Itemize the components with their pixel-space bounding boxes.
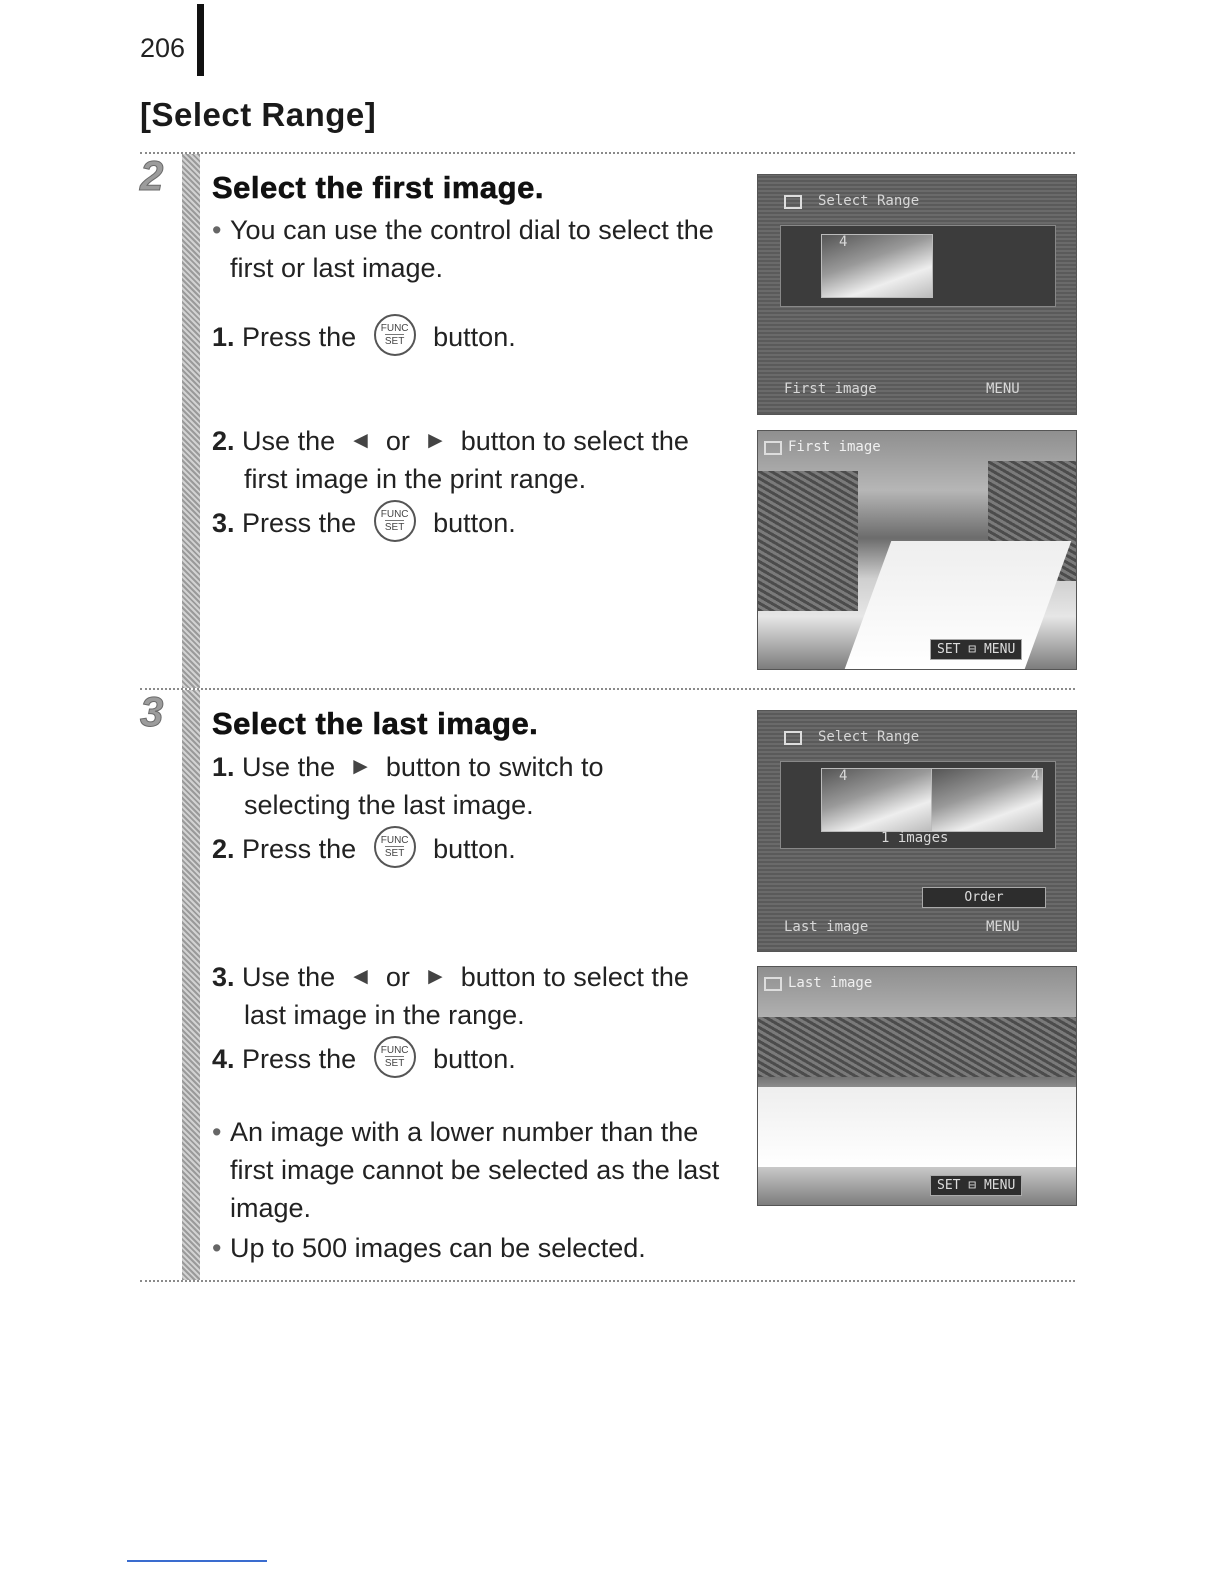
photo-foliage-left xyxy=(758,471,858,611)
item-text: Press the xyxy=(242,834,357,864)
camera-screen-last-image xyxy=(757,966,1077,1206)
step-3-bar xyxy=(182,690,200,1280)
thumbnail-panel xyxy=(780,761,1056,849)
print-icon xyxy=(784,731,802,745)
step-3-bullet-2-text: Up to 500 images can be selected. xyxy=(230,1233,646,1263)
item-number: 2. xyxy=(212,834,235,864)
set-label: SET xyxy=(384,847,405,859)
screen-footer: SET ⊟ MENU xyxy=(930,1175,1022,1196)
item-text: Use the xyxy=(242,752,336,782)
step-3-item-4 xyxy=(212,1040,742,1078)
step-3-bullet-2 xyxy=(212,1229,750,1267)
step-2-number: 2 xyxy=(140,152,164,199)
set-label: SET xyxy=(384,1057,405,1069)
item-number: 4. xyxy=(212,1044,235,1074)
step-3-item-1 xyxy=(212,748,742,824)
thumb-count-left: 4 xyxy=(839,768,848,784)
bullet-dot: • xyxy=(212,1117,222,1147)
step-2-bullet-text: You can use the control dial to select the first or last image. xyxy=(230,215,714,283)
item-text: button. xyxy=(433,834,516,864)
bullet-dot: • xyxy=(212,215,222,245)
step-3-item-3 xyxy=(212,958,742,1034)
left-arrow-button-icon: ◄ xyxy=(348,426,373,454)
item-text: Press the xyxy=(242,322,357,352)
print-icon xyxy=(764,441,782,455)
section-title: [Select Range] xyxy=(140,96,377,133)
screen-footer-right: MENU xyxy=(986,919,1020,935)
bullet-dot: • xyxy=(212,1233,222,1263)
screen-footer-left: First image xyxy=(784,381,877,397)
item-text-line2: first image in the print range. xyxy=(244,464,587,494)
func-label: FUNC xyxy=(380,508,409,520)
item-number: 1. xyxy=(212,752,235,782)
step-2-bullet xyxy=(212,211,750,287)
thumb-count-right: 4 xyxy=(1031,768,1040,784)
item-text-line2: selecting the last image. xyxy=(244,790,534,820)
item-text: button to switch to xyxy=(385,752,604,782)
item-text: button to select the xyxy=(460,426,689,456)
camera-screen-select-range-first xyxy=(757,174,1077,415)
set-label: SET xyxy=(384,521,405,533)
step-2-heading: Select the first image. xyxy=(212,170,544,205)
item-number: 3. xyxy=(212,962,235,992)
item-text: button. xyxy=(433,322,516,352)
section-divider-top xyxy=(140,152,1075,154)
item-text: or xyxy=(385,962,410,992)
photo-treeline xyxy=(758,1017,1076,1077)
screen-title: First image xyxy=(788,439,881,455)
step-3-number: 3 xyxy=(140,688,164,735)
item-number: 3. xyxy=(212,508,235,538)
item-text: button. xyxy=(433,508,516,538)
print-icon xyxy=(764,977,782,991)
order-button: Order xyxy=(922,887,1046,908)
item-text: button. xyxy=(433,1044,516,1074)
func-set-button-icon xyxy=(374,826,416,868)
section-divider-bottom xyxy=(140,1280,1075,1282)
item-number: 2. xyxy=(212,426,235,456)
section-divider-middle xyxy=(140,688,1075,690)
thumb-count: 4 xyxy=(839,234,848,250)
last-image-thumbnail xyxy=(931,768,1043,832)
item-text: button to select the xyxy=(460,962,689,992)
footer-link-line xyxy=(127,1560,267,1562)
step-2-item-2 xyxy=(212,422,742,498)
page-number: 206 xyxy=(140,33,186,63)
print-icon xyxy=(784,195,802,209)
first-image-thumbnail xyxy=(821,768,933,832)
thumbnail-panel xyxy=(780,225,1056,307)
func-label: FUNC xyxy=(380,834,409,846)
step-2-item-3 xyxy=(212,504,742,542)
right-arrow-button-icon: ► xyxy=(348,752,373,780)
item-text: or xyxy=(385,426,410,456)
func-set-button-icon xyxy=(374,500,416,542)
step-2-item-1 xyxy=(212,318,742,356)
screen-footer: SET ⊟ MENU xyxy=(930,639,1022,660)
screen-title: Select Range xyxy=(818,193,920,209)
item-text-line2: last image in the range. xyxy=(244,1000,525,1030)
func-label: FUNC xyxy=(380,322,409,334)
func-label: FUNC xyxy=(380,1044,409,1056)
camera-screen-first-image xyxy=(757,430,1077,670)
func-set-button-icon xyxy=(374,314,416,356)
right-arrow-button-icon: ► xyxy=(423,962,448,990)
step-3-heading: Select the last image. xyxy=(212,706,539,741)
step-3-bullet-1 xyxy=(212,1113,730,1227)
screen-footer-left: Last image xyxy=(784,919,869,935)
left-arrow-button-icon: ◄ xyxy=(348,962,373,990)
step-3-bullet-1-text: An image with a lower number than the first image cannot be selected as the last image. xyxy=(230,1117,720,1223)
step-3-item-2 xyxy=(212,830,742,868)
set-label: SET xyxy=(384,335,405,347)
item-text: Use the xyxy=(242,962,336,992)
item-text: Press the xyxy=(242,1044,357,1074)
item-text: Use the xyxy=(242,426,336,456)
page-number-bar xyxy=(197,4,204,76)
screen-title: Select Range xyxy=(818,729,920,745)
item-number: 1. xyxy=(212,322,235,352)
func-set-button-icon xyxy=(374,1036,416,1078)
camera-screen-select-range-last xyxy=(757,710,1077,952)
screen-title: Last image xyxy=(788,975,873,991)
step-2-bar xyxy=(182,154,200,688)
photo-beach xyxy=(758,1087,1076,1167)
screen-footer-right: MENU xyxy=(986,381,1020,397)
images-count-label: 1 images xyxy=(881,830,949,846)
right-arrow-button-icon: ► xyxy=(423,426,448,454)
item-text: Press the xyxy=(242,508,357,538)
first-image-thumbnail xyxy=(821,234,933,298)
